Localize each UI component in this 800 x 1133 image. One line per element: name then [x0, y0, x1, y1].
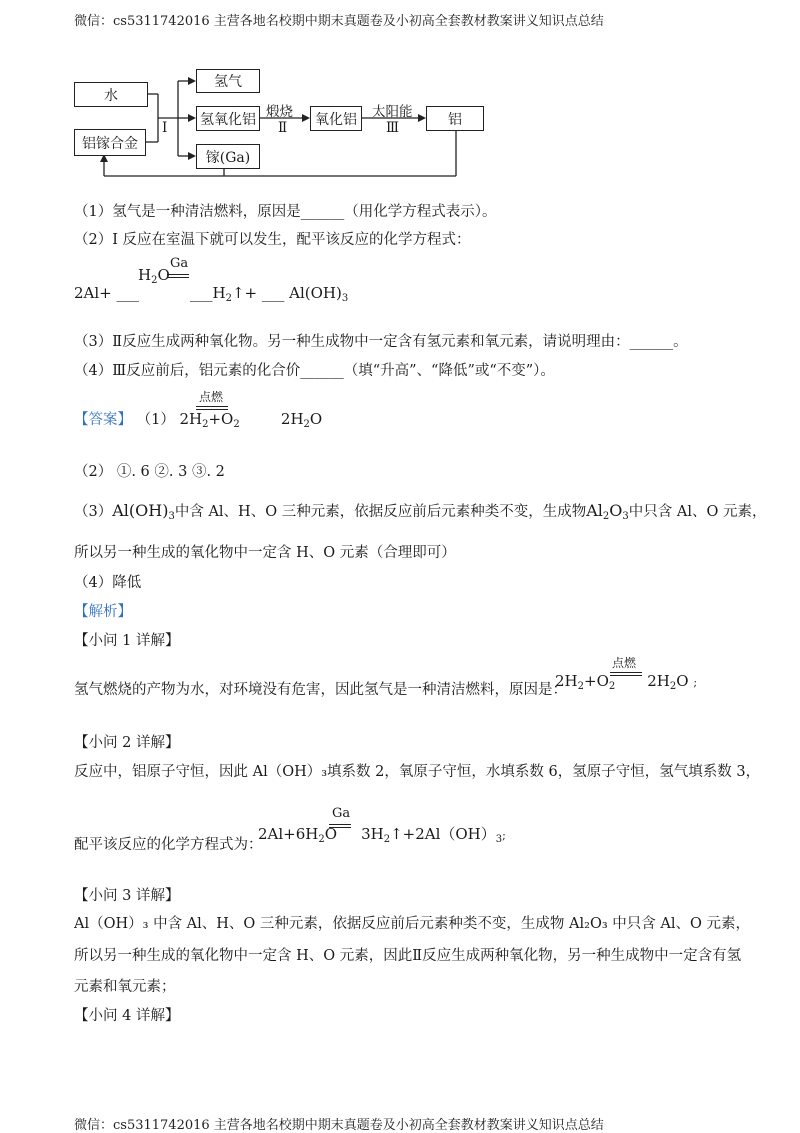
answer-line-1: 【答案】 （1） $2H_2+O_2$ $2H_2O$	[74, 410, 323, 430]
answer-4: （4）降低	[74, 575, 142, 591]
answer-1-ignite-label: 点燃	[199, 390, 224, 404]
subquestion-1-text: 氢气燃烧的产物为水，对环境没有危害，因此氢气是一种清洁燃料，原因是：	[74, 682, 567, 698]
subquestion-3-title: 【小问 3 详解】	[74, 888, 180, 904]
step-two-label: Ⅱ	[278, 120, 288, 136]
q2-eq-part3: ↑+ ___ Al	[231, 284, 305, 302]
q2-eq-catalyst: Ga	[170, 256, 189, 271]
step-three-label: Ⅲ	[386, 120, 400, 136]
analysis-tag: 【解析】	[74, 604, 132, 620]
subquestion-2-equation: $2Al+6H_2O$ $3H_2↑+2Al(OH)_3$;	[258, 825, 506, 845]
question-3: （3）Ⅱ反应生成两种氧化物。另一种生成物中一定含有氢元素和氧元素，请说明理由：______。	[74, 334, 688, 350]
q2-eq-oh-sub: 3	[341, 293, 349, 304]
q2-eq-part2: ___H	[190, 284, 226, 302]
subquestion-2-text: 反应中，铝原子守恒，因此 Al（OH）₃填系数 2，氧原子守恒，水填系数 6，氢原子守恒，氢气填系数 3，	[74, 764, 761, 780]
alumina-box: 氧化铝	[310, 106, 362, 131]
answer-3-text-1: 中含 Al、H、O 三种元素，依据反应前后元素种类不变，生成物	[174, 504, 587, 520]
page-header-watermark: 微信：cs5311742016 主营各地名校期中期末真题卷及小初高全套教材教案讲义知识点总结	[74, 14, 604, 29]
subquestion-3-line-1: Al（OH）₃ 中含 Al、H、O 三种元素，依据反应前后元素种类不变，生成物 Al₂O₃ 中只含 Al、O 元素，	[74, 916, 750, 932]
answer-tag: 【答案】	[74, 412, 132, 428]
answer-3-line-2: 所以另一种生成的氧化物中一定含 H、O 元素（合理即可）	[74, 545, 456, 561]
page-footer-watermark: 微信：cs5311742016 主营各地名校期中期末真题卷及小初高全套教材教案讲义知识点总结	[74, 1118, 604, 1133]
aluminum-hydroxide-box: 氢氧化铝	[196, 106, 260, 131]
step-one-label: I	[162, 120, 168, 136]
question-4: （4）Ⅲ反应前后，铝元素的化合价______（填“升高”、“降低”或“不变”）。	[74, 363, 555, 379]
subquestion-4-title: 【小问 4 详解】	[74, 1008, 180, 1024]
alloy-box: 铝镓合金	[74, 129, 146, 156]
answer-3-text-2: 中只含 Al、O 元素，	[628, 504, 767, 520]
q2-eq-equals-sign	[167, 274, 189, 278]
answer-1-prefix: （1）	[136, 412, 175, 428]
answer-3-line-1: $(3)Al(OH)_3$中含 Al、H、O 三种元素，依据反应前后元素种类不变，生成物$Al_2O_3$中只含 Al、O 元素，	[74, 501, 767, 522]
q2-eq-h2-sub: 2	[225, 293, 232, 304]
q2-eq-oh: (OH)	[304, 284, 342, 302]
solar-label: 太阳能	[372, 104, 413, 120]
answer-2: （2） ①. 6 ②. 3 ③. 2	[74, 464, 225, 480]
subquestion-2-catalyst: Ga	[332, 806, 351, 821]
question-2: （2）I 反应在室温下就可以发生，配平该反应的化学方程式：	[74, 232, 471, 248]
q2-eq-o: O	[157, 266, 170, 284]
subquestion-2-eq-prefix: 配平该反应的化学方程式为：	[74, 837, 263, 853]
subquestion-3-line-3: 元素和氧元素；	[74, 979, 176, 995]
q2-eq-part1: 2Al+ ___	[74, 284, 140, 302]
subquestion-1-title: 【小问 1 详解】	[74, 633, 180, 649]
answer-1-equals-sign	[196, 406, 228, 410]
subquestion-2-equals-sign	[329, 824, 351, 828]
q2-eq-water	[138, 266, 170, 286]
question-1: （1）氢气是一种清洁燃料，原因是______（用化学方程式表示）。	[74, 204, 497, 220]
q2-eq-right	[190, 284, 348, 304]
q2-eq-h: H	[138, 266, 152, 284]
subquestion-3-line-2: 所以另一种生成的氧化物中一定含 H、O 元素，因此Ⅱ反应生成两种氧化物，另一种生成物中一定含有氢	[74, 948, 742, 964]
water-box: 水	[74, 82, 148, 107]
answer-3-prefix: （3）	[74, 504, 113, 520]
calcine-label: 煅烧	[266, 104, 293, 120]
subquestion-1-equation: $2H_2+O_2$ $2H_2O$ ;	[555, 672, 698, 692]
hydrogen-box: 氢气	[196, 69, 260, 93]
gallium-box: 镓(Ga)	[196, 144, 260, 169]
q2-eq-h-sub: 2	[151, 275, 158, 286]
subquestion-2-title: 【小问 2 详解】	[74, 735, 180, 751]
aluminum-box: 铝	[426, 106, 484, 131]
subquestion-1-equals-sign	[610, 672, 642, 676]
subquestion-1-ignite-label: 点燃	[612, 656, 637, 670]
